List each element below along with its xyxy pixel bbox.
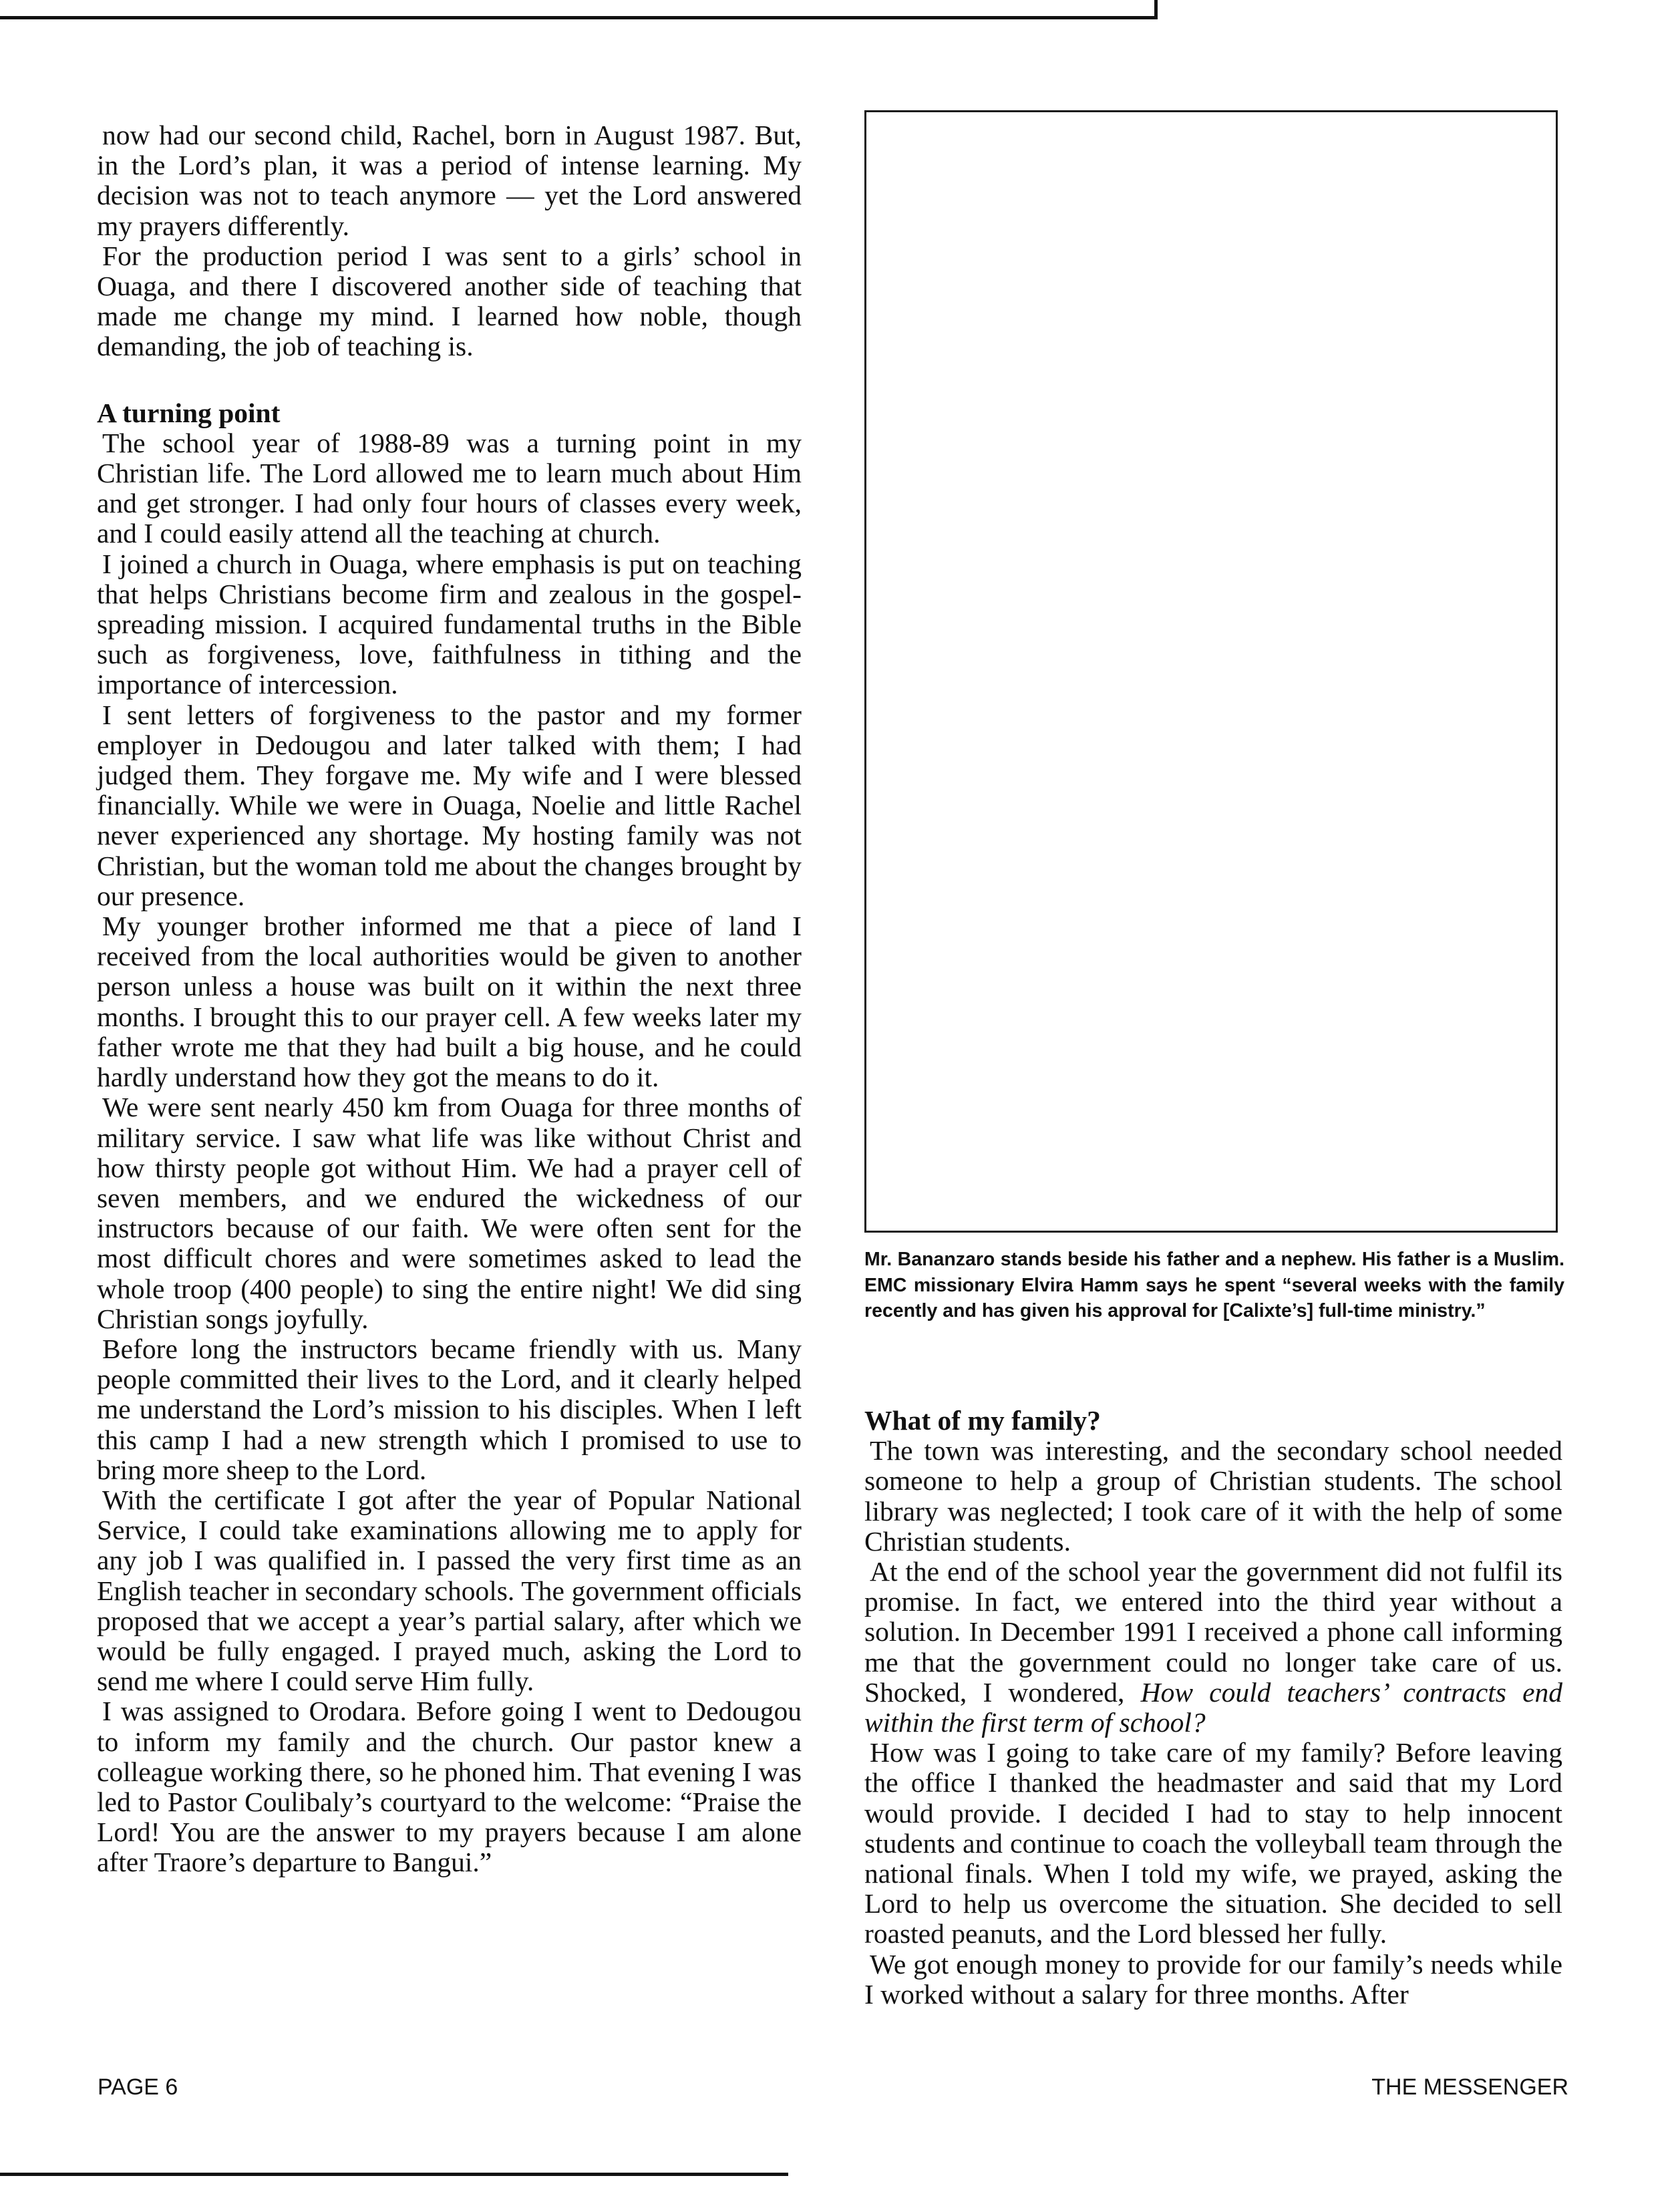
paragraph: For the production period I was sent to a girls’ school in Ouaga, and there I discovered another side of teaching that made me change my mind. I learned how noble, though demanding, the job of teaching is. xyxy=(97,240,802,362)
paragraph: We were sent nearly 450 km from Ouaga for three months of military service. I saw what life was like without Christ and how thirsty people got without Him. We had a prayer cell of seven members, and we endured the wickedness of our instructors because of our faith. We were often sent for the most difficult chores and were sometimes asked to lead the whole troop (400 people) to sing the entire night! We did sing Christian songs joyfully. xyxy=(97,1092,802,1334)
photo-placeholder xyxy=(864,110,1558,1233)
paragraph: The town was interesting, and the secondary school needed someone to help a group of Christian students. The school library was neglected; I took care of it with the help of some Christian students. xyxy=(864,1435,1562,1557)
right-column xyxy=(864,1406,1562,2010)
photo-caption: Mr. Bananzaro stands beside his father and a nephew. His father is a Muslim. EMC missionary Elvira Hamm says he spent “several weeks with the family recently and has given his approval for [Calixte’s] full-time ministry.” xyxy=(864,1249,1564,1321)
paragraph: now had our second child, Rachel, born in August 1987. But, in the Lord’s plan, it was a period of intense learning. My decision was not to teach anymore — yet the Lord answered my prayers differently. xyxy=(97,120,802,241)
section-heading: What of my family? xyxy=(864,1405,1101,1436)
italic-quote: How could teachers’ contracts end within the first term of school? xyxy=(864,1676,1562,1738)
paragraph: I joined a church in Ouaga, where emphasis is put on teaching that helps Christians become firm and zealous in the gospel-spreading mission. I acquired fundamental truths in the Bible such as forgiveness, love, faithfulness in tithing and the importance of intercession. xyxy=(97,548,802,700)
top-rule xyxy=(0,16,1154,19)
left-column xyxy=(97,120,802,1878)
paragraph: I was assigned to Orodara. Before going I went to Dedougou to inform my family and the church. Our pastor knew a colleague working there, so he phoned him. That evening I was led to Pastor Coulibaly’s courtyard to the welcome: “Praise the Lord! You are the answer to my prayers because I am alone after Traore’s departure to Bangui.” xyxy=(97,1696,802,1878)
paragraph: My younger brother informed me that a piece of land I received from the local authorities would be given to another person unless a house was built on it within the next three months. I brought this to our prayer cell. A few weeks later my father wrote me that they had built a big house, and he could hardly understand how they got the means to do it. xyxy=(97,911,802,1093)
paragraph-text: At the end of the school year the government did not fulfil its promise. In fact, we entered into the third year without a solution. In December 1991 I received a phone call informing me that the government could no longer take care of us. Shocked, I wondered, xyxy=(864,1556,1562,1708)
page-number: PAGE 6 xyxy=(98,2074,178,2100)
corner-rule xyxy=(1154,0,1158,19)
section-heading: A turning point xyxy=(97,397,281,428)
paragraph: We got enough money to provide for our family’s needs while I worked without a salary for three months. After xyxy=(864,1948,1562,2010)
paragraph: How was I going to take care of my family? Before leaving the office I thanked the headmaster and said that my Lord would provide. I decided I had to stay to help innocent students and continue to coach the volleyball team through the national finals. When I told my wife, we prayed, asking the Lord to help us overcome the situation. She decided to sell roasted peanuts, and the Lord blessed her fully. xyxy=(864,1737,1562,1949)
bottom-rule xyxy=(0,2173,788,2176)
paragraph: With the certificate I got after the year of Popular National Service, I could take examinations allowing me to apply for any job I was qualified in. I passed the very first time as an English teacher in secondary schools. The government officials proposed that we accept a year’s partial salary, after which we would be fully engaged. I prayed much, asking the Lord to send me where I could serve Him fully. xyxy=(97,1484,802,1697)
paragraph: Before long the instructors became friendly with us. Many people committed their lives to the Lord, and it clearly helped me understand the Lord’s mission to his disciples. When I left this camp I had a new strength which I promised to use to bring more sheep to the Lord. xyxy=(97,1333,802,1485)
paragraph: The school year of 1988-89 was a turning point in my Christian life. The Lord allowed me to learn much about Him and get stronger. I had only four hours of classes every week, and I could easily attend all the teaching at church. xyxy=(97,427,802,549)
paragraph xyxy=(864,1557,1562,1738)
paragraph: I sent letters of forgiveness to the pastor and my former employer in Dedougou and later talked with them; I had judged them. They forgave me. My wife and I were blessed financially. While we were in Ouaga, Noelie and little Rachel never experienced any shortage. My hosting family was not Christian, but the woman told me about the changes brought by our presence. xyxy=(97,699,802,911)
publication-title: THE MESSENGER xyxy=(1371,2074,1568,2100)
